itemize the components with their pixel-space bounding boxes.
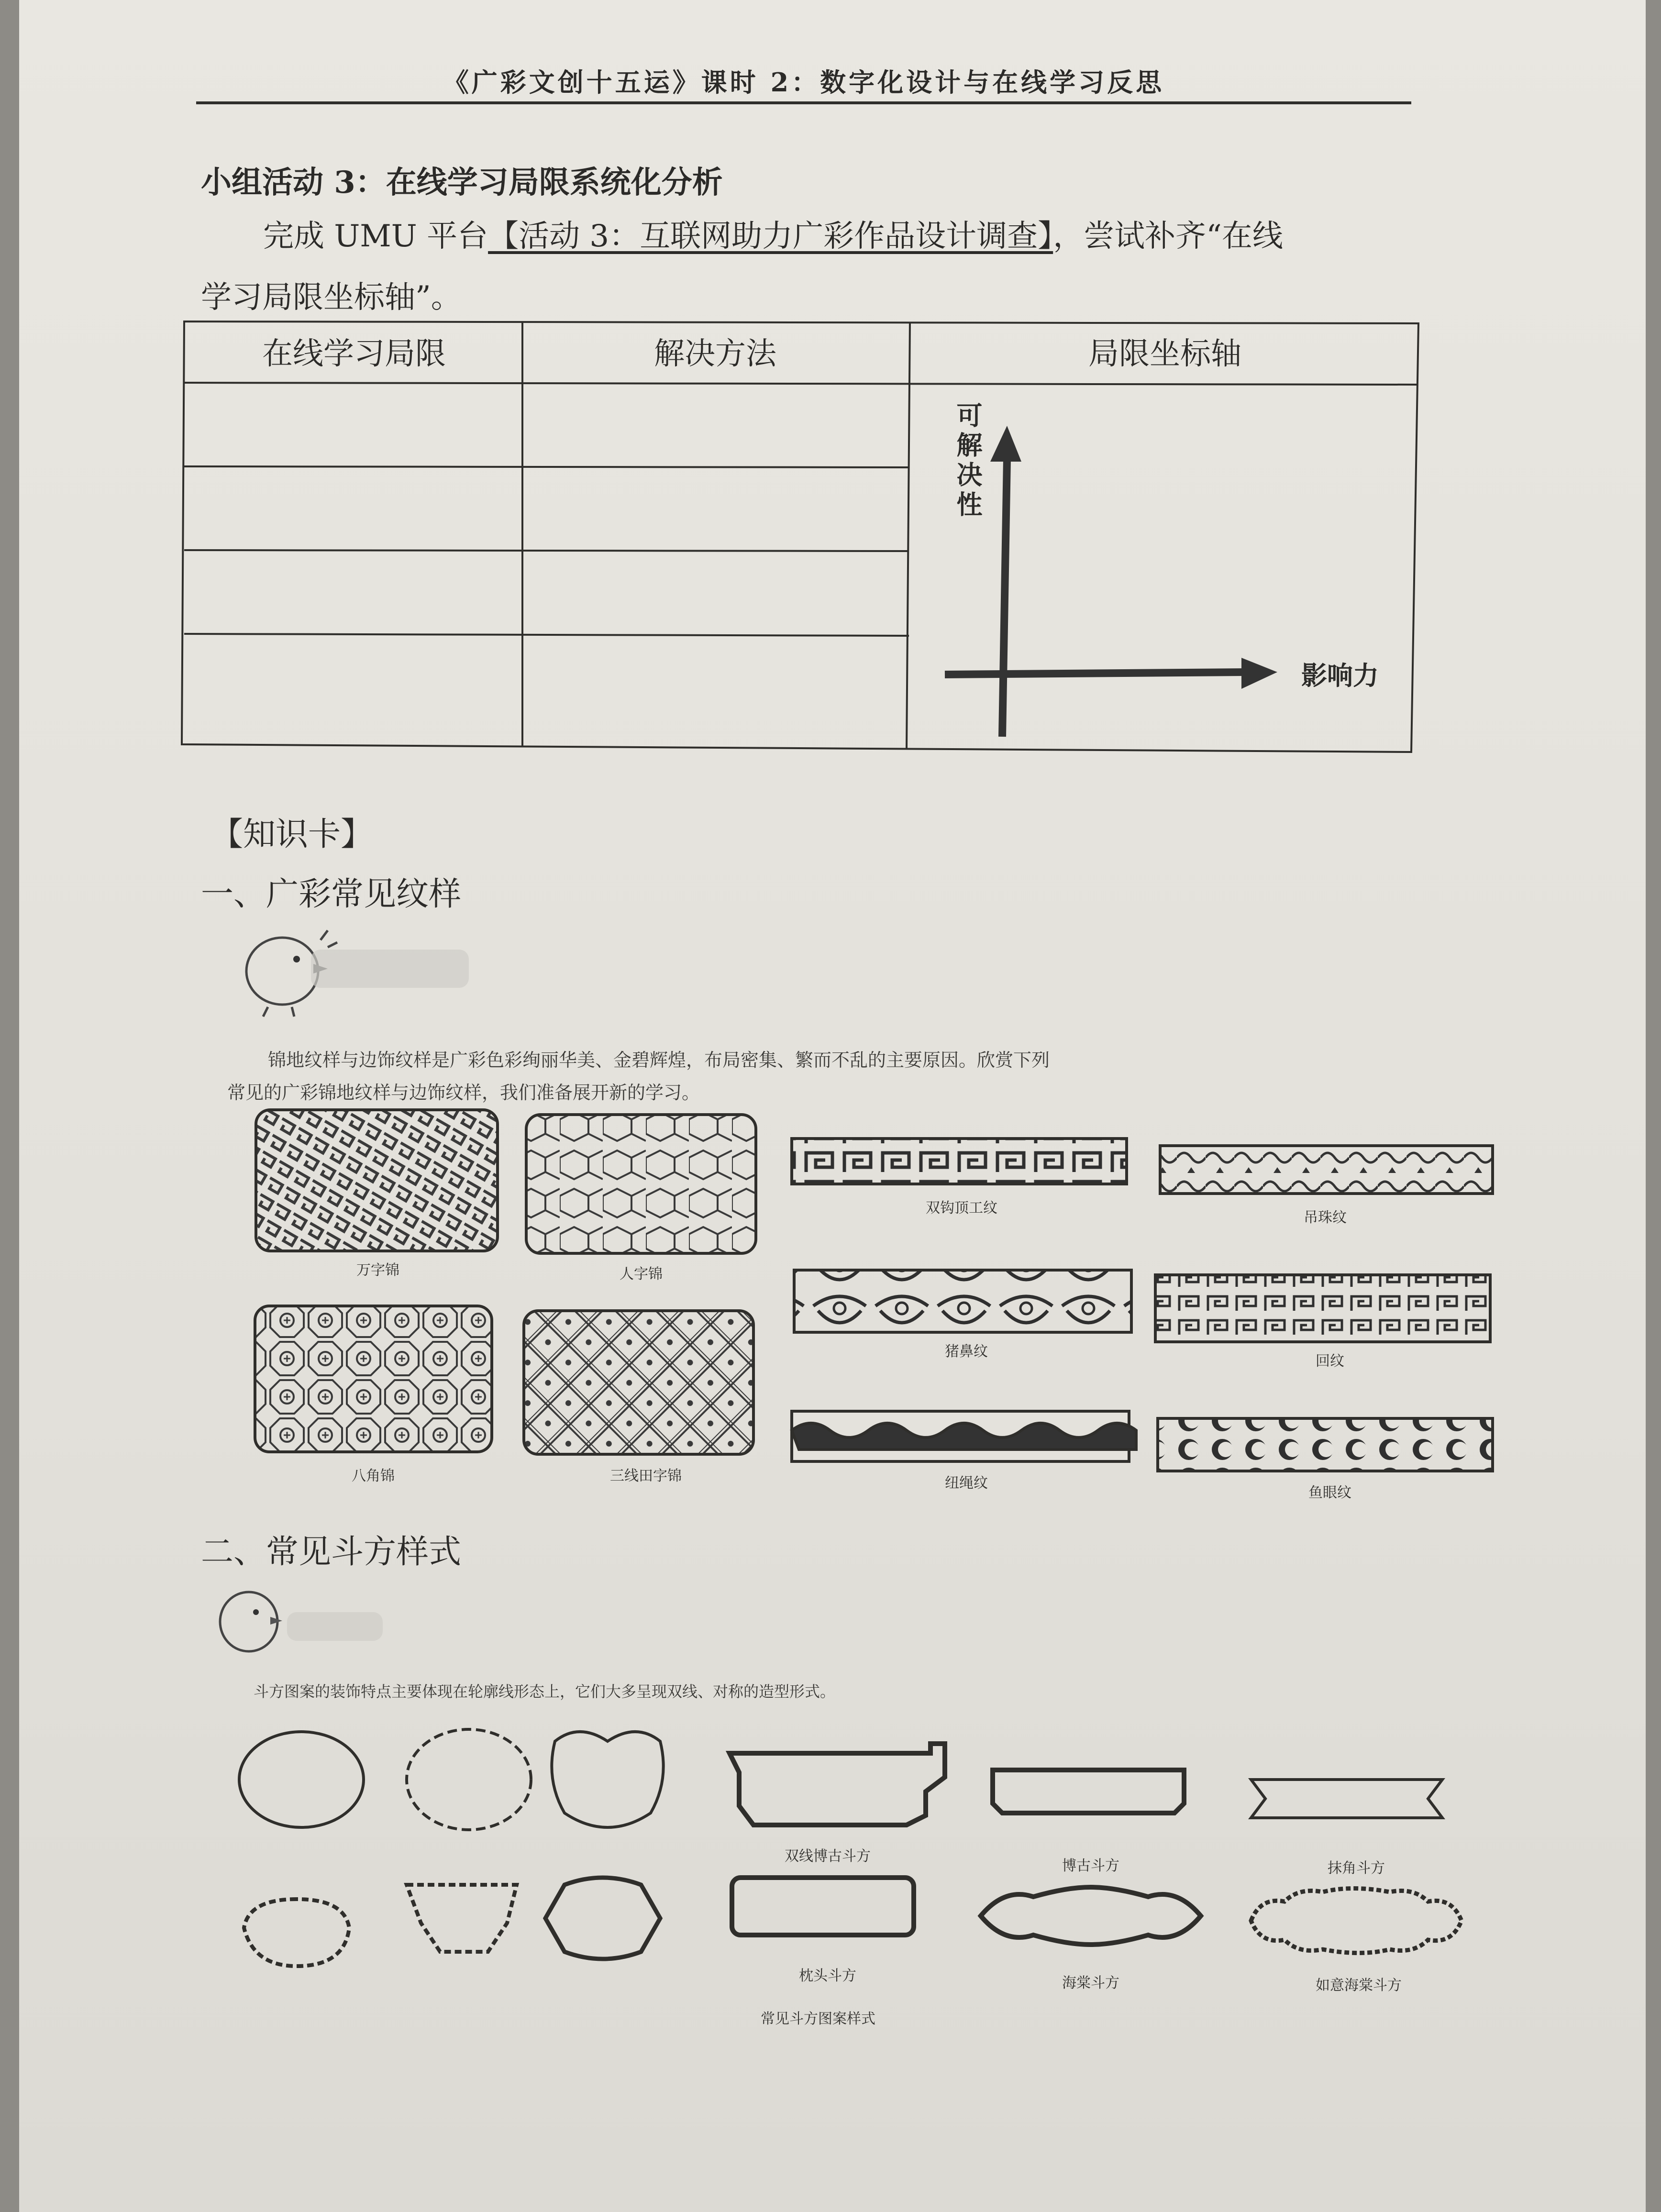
instruction-mid: ，尝试补齐“在线 [1053,219,1283,254]
pattern-label-huiwen: 回纹 [1316,1353,1344,1370]
pattern-label-niusheng: 纽绳纹 [945,1475,988,1492]
pattern-label-bajiao: 八角锦 [352,1468,395,1484]
activity-title: 小组活动 3：在线学习局限系统化分析 [201,165,723,200]
frames-figure-caption: 常见斗方图案样式 [761,2011,875,2027]
pattern-label-shuanggou: 双钩顶工纹 [926,1200,997,1217]
instruction-start: 完成 UMU 平台 [263,219,488,254]
frame-label-haitang: 海棠斗方 [1062,1975,1119,1991]
header-axis: 局限坐标轴 [1088,336,1241,372]
pattern-label-sanxian: 三线田字锦 [610,1468,682,1484]
axis-x-label: 影响力 [1301,660,1379,691]
axis-y-label: 可解决性 [952,402,983,520]
section-patterns-title: 一、广彩常见纹样 [201,875,462,913]
pattern-label-wanzi: 万字锦 [356,1262,399,1279]
knowledge-card-title: 【知识卡】 [210,816,374,853]
header-solution: 解决方法 [654,336,776,372]
activity-link: 【活动 3：互联网助力广彩作品设计调查】 [488,219,1053,254]
section-frames-title: 二、常见斗方样式 [201,1533,462,1571]
frame-label-shuangxian-bogu: 双线博古斗方 [785,1848,871,1865]
frame-label-ruyi-haitang: 如意海棠斗方 [1316,1977,1402,1994]
pattern-label-diaozhu: 吊珠纹 [1304,1209,1347,1226]
pattern-label-renzi: 人字锦 [620,1266,663,1283]
pattern-label-zhubi: 猪鼻纹 [945,1343,988,1360]
frame-label-bogu: 博古斗方 [1062,1858,1119,1874]
pattern-label-yuyan: 鱼眼纹 [1308,1484,1351,1501]
patterns-intro-line1: 锦地纹样与边饰纹样是广彩色彩绚丽华美、金碧辉煌，布局密集、繁而不乱的主要原因。欣赏下列 [268,1050,1050,1071]
frame-label-mojiao: 抹角斗方 [1328,1860,1385,1877]
header-limitation: 在线学习局限 [262,336,446,372]
instruction-end: 学习局限坐标轴”。 [201,280,462,315]
frames-intro: 斗方图案的装饰特点主要体现在轮廓线形态上，它们大多呈现双线、对称的造型形式。 [254,1682,836,1701]
page-header: 《广彩文创十五运》课时 2：数字化设计与在线学习反思 [443,67,1165,98]
patterns-intro-line2: 常见的广彩锦地纹样与边饰纹样，我们准备展开新的学习。 [227,1082,700,1103]
frame-label-zhentou: 枕头斗方 [799,1968,856,1984]
